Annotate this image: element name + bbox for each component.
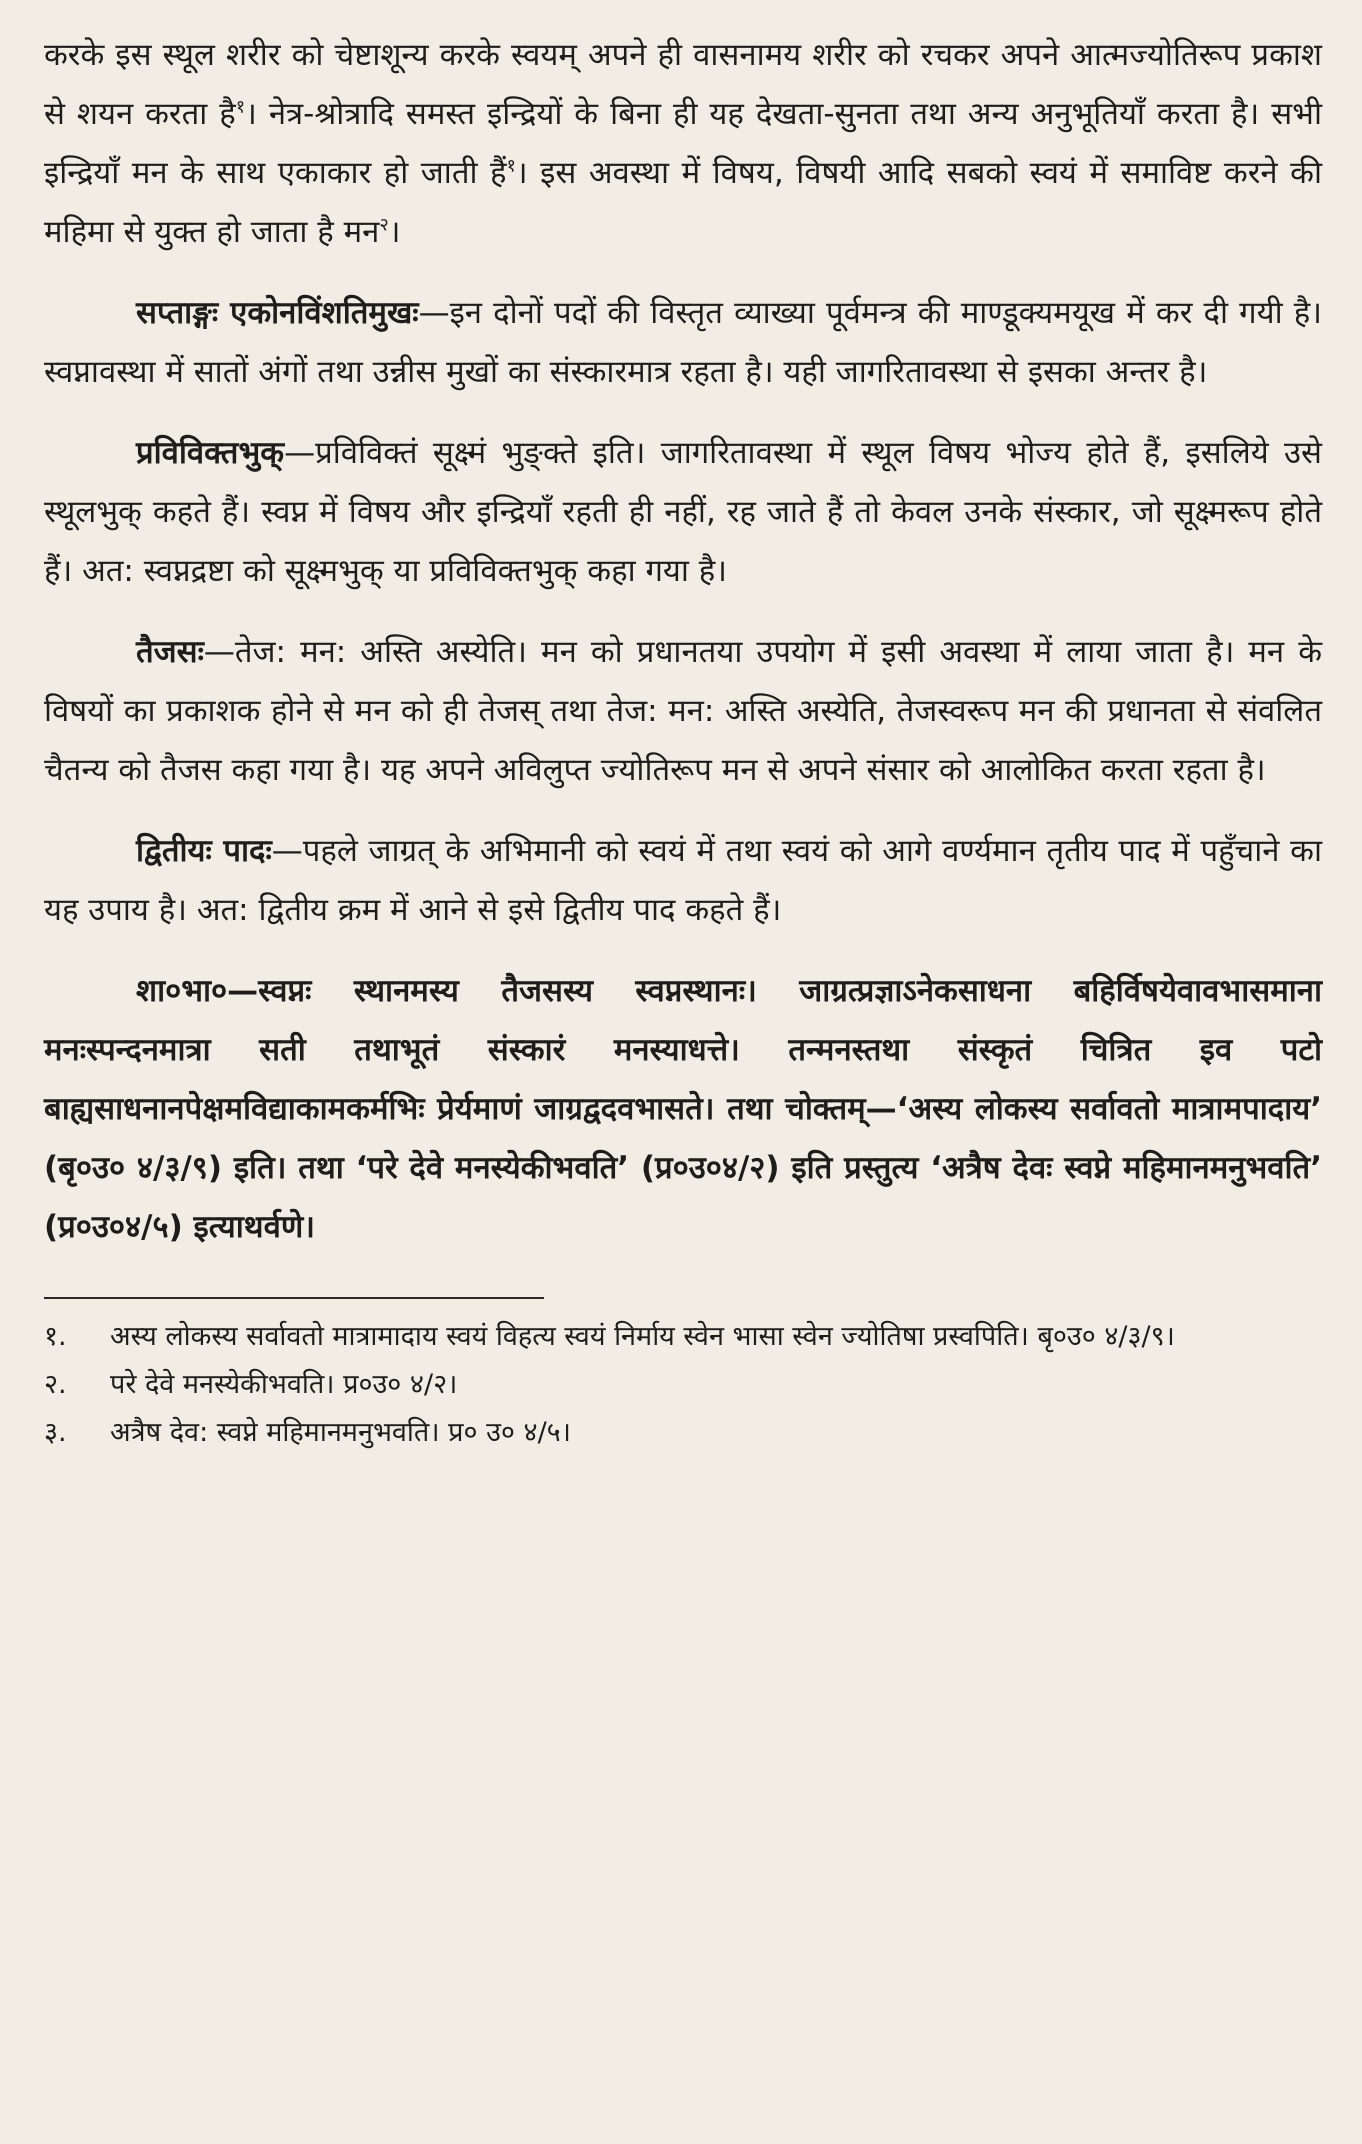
term-heading: प्रविविक्तभुक् [136, 435, 285, 471]
paragraph-1 [44, 26, 1322, 262]
paragraph-text: —प्रविविक्तं सूक्ष्मं भुङ्क्ते इति। जागरितावस्था में स्थूल विषय भोज्य होते हैं, इसलिये उसे स्थूलभुक् कहते हैं। स्वप्न में विषय और इन्द्रियाँ रहती ही नहीं, रह जाते हैं तो केवल उनके संस्कार, जो सूक्ष्मरूप होते हैं। अत: स्वप्नद्रष्टा को सूक्ष्मभुक् या प्रविविक्तभुक् कहा गया है। [44, 435, 1322, 589]
paragraph-text: —तेज: मन: अस्ति अस्येति। मन को प्रधानतया उपयोग में इसी अवस्था में लाया जाता है। मन के विषयों का प्रकाशक होने से मन को ही तेजस् तथा तेज: मन: अस्ति अस्येति, तेजस्वरूप मन की प्रधानता से संवलित चैतन्य को तैजस कहा गया है। यह अपने अविलुप्त ज्योतिरूप मन से अपने संसार को आलोकित करता रहता है। [44, 634, 1322, 788]
footnote-ref: २ [379, 214, 389, 236]
p1-text-4: । [388, 214, 401, 250]
bhashya-text: —स्वप्नः स्थानमस्य तैजसस्य स्वप्नस्थानः। जाग्रत्प्रज्ञाऽनेकसाधना बहिर्विषयेवावभासमाना मनःस्पन्दनमात्रा सती तथाभूतं संस्कारं मनस्याधत्ते। तन्मनस्तथा संस्कृतं चित्रित इव पटो बाह्यसाधनानपेक्षमविद्याकामकर्मभिः प्रेर्यमाणं जाग्रद्वदवभासते। तथा चोक्तम्—‘अस्य लोकस्य सर्वावतो मात्रामपादाय’ (बृ०उ० ४/३/९) इति। तथा ‘परे देवे मनस्येकीभवति’ (प्र०उ०४/२) इति प्रस्तुत्य ‘अत्रैष देवः स्वप्ने महिमानमनुभवति’ (प्र०उ०४/५) इत्याथर्वणे। [44, 973, 1322, 1245]
paragraph-text: —पहले जाग्रत् के अभिमानी को स्वयं में तथा स्वयं को आगे वर्ण्यमान तृतीय पाद में पहुँचाने का यह उपाय है। अत: द्वितीय क्रम में आने से इसे द्वितीय पाद कहते हैं। [44, 833, 1322, 928]
footnote [44, 1409, 1322, 1457]
footnotes [44, 1313, 1322, 1457]
p1-text: करके इस स्थूल शरीर को चेष्टाशून्य करके स्वयम् अपने ही वासनामय शरीर को रचकर अपने आत्मज्योतिरूप प्रकाश से शयन करता है [44, 37, 1322, 132]
p1-text-3: । इस अवस्था में विषय, विषयी आदि सबको स्वयं में समाविष्ट करने की महिमा से युक्त हो जाता है मन [44, 155, 1322, 250]
paragraph-saptanga [44, 284, 1322, 402]
term-heading: शा०भा० [136, 973, 228, 1009]
p1-text-2: । नेत्र-श्रोत्रादि समस्त इन्द्रियों के बिना ही यह देखता-सुनता तथा अन्य अनुभूतियाँ करता है। सभी इन्द्रियाँ मन के साथ एकाकार हो जाती हैं [44, 96, 1322, 191]
footnote-divider [44, 1297, 544, 1299]
term-heading: द्वितीयः पादः [136, 833, 272, 869]
footnote [44, 1361, 1322, 1409]
footnote-text: अत्रैष देव: स्वप्ने महिमानमनुभवति। प्र० उ० ४/५। [110, 1417, 571, 1448]
paragraph-dvitiya-pada [44, 822, 1322, 940]
paragraph-shankara-bhashya [44, 962, 1322, 1257]
footnote [44, 1313, 1322, 1361]
footnote-number: २. [44, 1369, 67, 1400]
paragraph-taijasa [44, 623, 1322, 800]
footnote-text: परे देवे मनस्येकीभवति। प्र०उ० ४/२। [110, 1369, 458, 1400]
footnote-ref: १ [235, 96, 246, 118]
paragraph-praviviktabhuk [44, 424, 1322, 601]
term-heading: सप्ताङ्गः एकोनविंशतिमुखः [136, 295, 419, 331]
footnote-number: ३. [44, 1417, 67, 1448]
paragraph-text: —इन दोनों पदों की विस्तृत व्याख्या पूर्वमन्त्र की माण्डूक्यमयूख में कर दी गयी है। स्वप्नावस्था में सातों अंगों तथा उन्नीस मुखों का संस्कारमात्र रहता है। यही जागरितावस्था से इसका अन्तर है। [44, 295, 1322, 390]
footnote-number: १. [44, 1321, 67, 1352]
footnote-ref: १ [506, 155, 516, 177]
footnote-text: अस्य लोकस्य सर्वावतो मात्रामादाय स्वयं विहत्य स्वयं निर्माय स्वेन भासा स्वेन ज्योतिषा प्रस्वपिति। बृ०उ० ४/३/९। [110, 1321, 1175, 1352]
term-heading: तैजसः [136, 634, 204, 670]
